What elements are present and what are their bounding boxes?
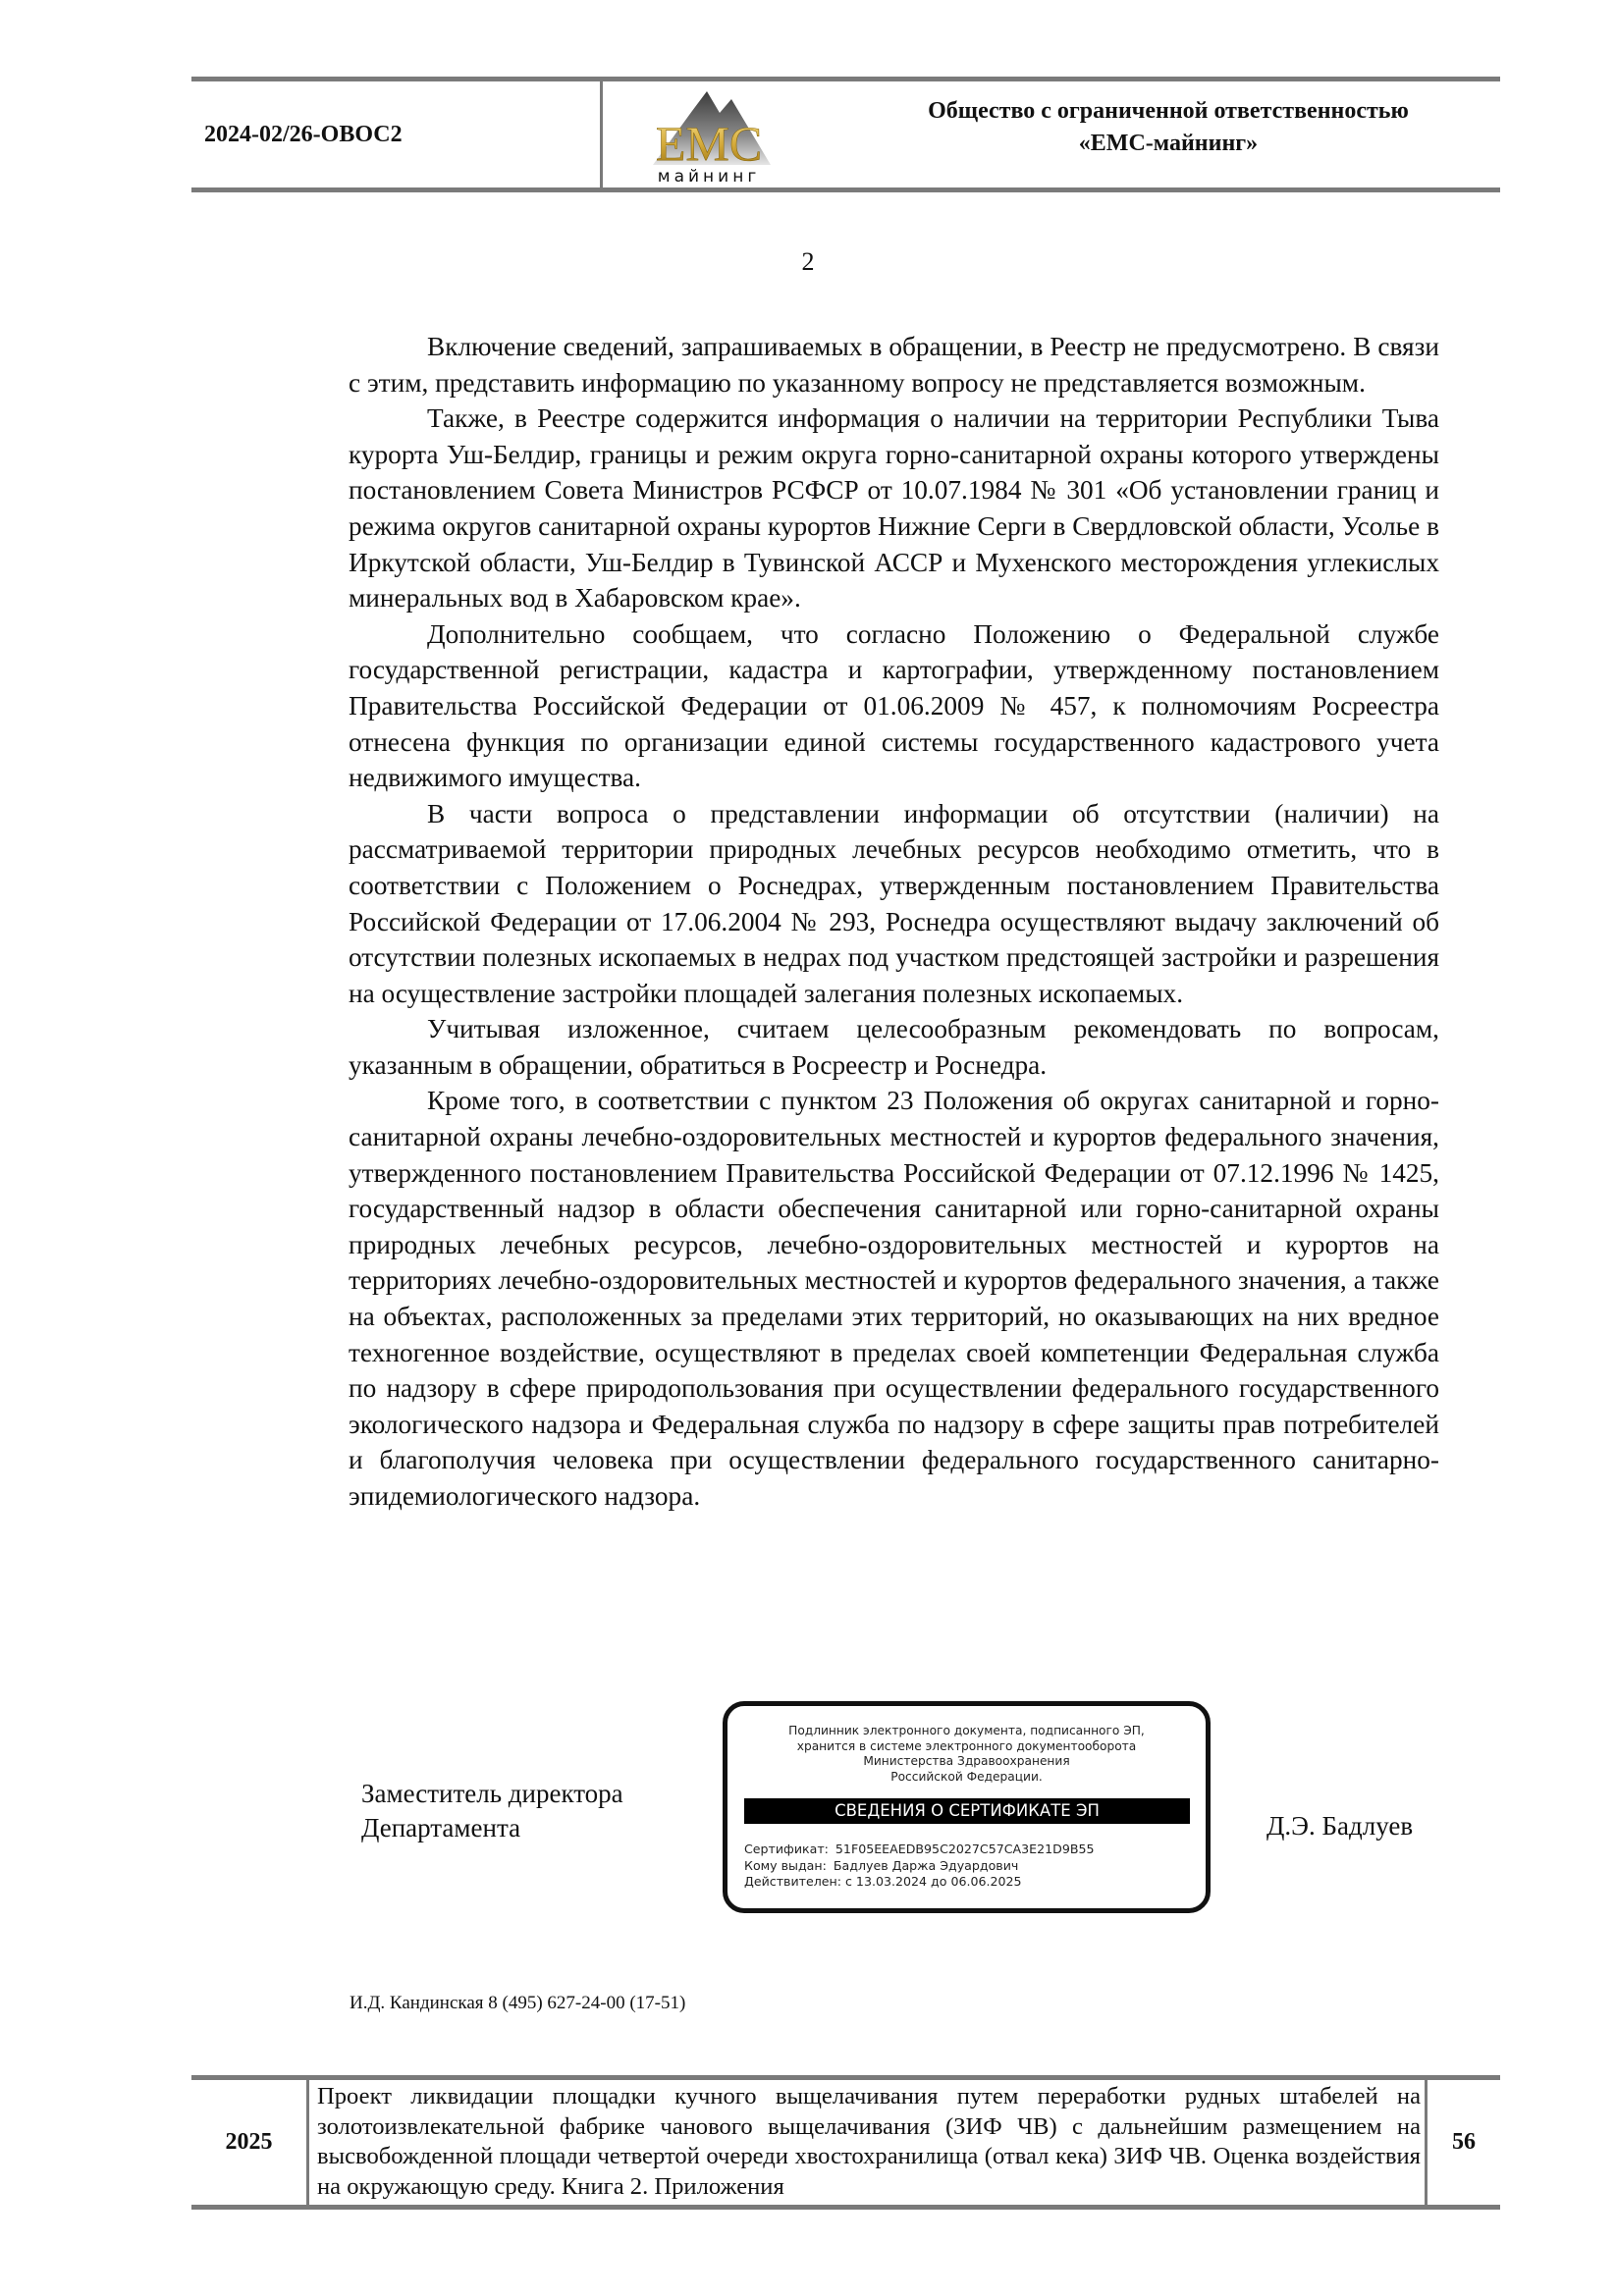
electronic-signature-stamp [723,1701,1211,1913]
header-divider [600,81,603,187]
stamp-details [744,1842,1095,1891]
footer-divider [306,2080,309,2205]
paragraph: В части вопроса о представлении информации об отсутствии (наличии) на рассматриваемой территории природных лечебных ресурсов необходимо отметить, что в соответствии с Положением о Роснедрах, утвержденным постановлением Правительства Российской Федерации от 17.06.2004 № 293, Роснедра осуществляют выдачу заключений об отсутствии полезных ископаемых в недрах под участком предстоящей застройки и разрешения на осуществление застройки площадей залегания полезных ископаемых. [349,798,1439,1008]
stamp-header-line: хранится в системе электронного документооборота [796,1738,1137,1753]
organization-line-1: Общество с ограниченной ответственностью [928,98,1409,124]
position-line-2: Департамента [361,1813,521,1842]
signatory-position [361,1777,623,1845]
page-header [191,77,1500,192]
stamp-header-line: Министерства Здравоохранения [863,1754,1070,1768]
signatory-name: Д.Э. Бадлуев [1266,1811,1414,1841]
organization-line-2: «ЕМС-майнинг» [1078,131,1259,156]
validity-value: с 13.03.2024 до 06.06.2025 [845,1874,1022,1889]
validity-row [744,1874,1095,1891]
logo-sub-text: майнинг [657,167,761,187]
paragraph: Также, в Реестре содержится информация о наличии на территории Республики Тыва курорта Уш-Белдир, границы и режим округа горно-санитарной охраны которого утверждены постановлением Совета Министров РСФСР от 10.07.1984 № 301 «Об установлении границ и режима округов санитарной охраны курортов Нижние Серги в Свердловской области, Усолье в Иркутской области, Уш-Белдир в Тувинской АССР и Мухенского месторождения углекислых минеральных вод в Хабаровском крае». [349,403,1439,614]
organization-name [849,95,1487,160]
page-number: 2 [801,247,815,276]
footer-page-number: 56 [1452,2129,1476,2155]
stamp-header-line: Подлинник электронного документа, подписанного ЭП, [788,1724,1145,1737]
document-code: 2024-02/26-ОВОС2 [204,121,403,147]
paragraph: Дополнительно сообщаем, что согласно Положению о Федеральной службе государственной регистрации, кадастра и картографии, утвержденному постановлением Правительства Российской Федерации от 01.06.2009 № 457, к полномочиям Росреестра отнесена функция по организации единой системы государственного кадастрового учета недвижимого имущества. [349,618,1439,793]
position-line-1: Заместитель директора [361,1779,623,1808]
footer-year: 2025 [225,2129,273,2155]
issued-to-row [744,1858,1095,1875]
paragraph: Кроме того, в соответствии с пунктом 23 Положения об округах санитарной и горно-санитарной охраны лечебно-оздоровительных местностей и курортов федерального значения, утвержденного постановлением Правительства Российской Федерации от 07.12.1996 № 1425, государственный надзор в области обеспечения санитарной или горно-санитарной охраны природных лечебных ресурсов, лечебно-оздоровительных местностей и курортов на территориях лечебно-оздоровительных местностей и курортов федерального значения, а также на объектах, расположенных за пределами этих территорий, но оказывающих на них вредное техногенное воздействие, осуществляют в пределах своей компетенции Федеральная служба по надзору в сфере природопользования при осуществлении федерального государственного экологического надзора и Федеральная служба по надзору в сфере защиты прав потребителей и благополучия человека при осуществлении федерального государственного санитарно-эпидемиологического надзора. [349,1086,1439,1511]
paragraph: Учитывая изложенное, считаем целесообразным рекомендовать по вопросам, указанным в обращении, обратиться в Росреестр и Роснедра. [349,1014,1439,1080]
validity-label: Действителен: [744,1874,841,1889]
certificate-row [744,1842,1095,1858]
footer-project-title: Проект ликвидации площадки кучного выщелачивания путем переработки рудных штабелей на золотоизвлекательной фабрике чанового выщелачивания (ЗИФ ЧВ) с дальнейшим размещением на высвобожденной площади четвертой очереди хвостохранилища (отвал кека) ЗИФ ЧВ. Оценка воздействия на окружающую среду. Книга 2. Приложения [317,2083,1421,2200]
issued-to-value: Бадлуев Даржа Эдуардович [833,1857,1019,1873]
executor-contact: И.Д. Кандинская 8 (495) 627-24-00 (17-51) [350,1993,686,2013]
stamp-header [727,1724,1206,1785]
logo-main-text: EMC [655,116,763,171]
issued-to-label: Кому выдан: [744,1857,827,1873]
paragraph: Включение сведений, запрашиваемых в обращении, в Реестр не предусмотрено. В связи с этим, представить информацию по указанному вопросу не представляется возможным. [349,332,1439,398]
page-footer [191,2075,1500,2210]
stamp-header-line: Российской Федерации. [890,1769,1043,1784]
stamp-certificate-banner: СВЕДЕНИЯ О СЕРТИФИКАТЕ ЭП [744,1798,1190,1824]
certificate-label: Сертификат: [744,1842,829,1856]
letter-body [349,329,1439,1515]
certificate-value: 51F05EEAEDB95C2027C57CA3E21D9B55 [835,1842,1095,1856]
company-logo [623,81,795,187]
